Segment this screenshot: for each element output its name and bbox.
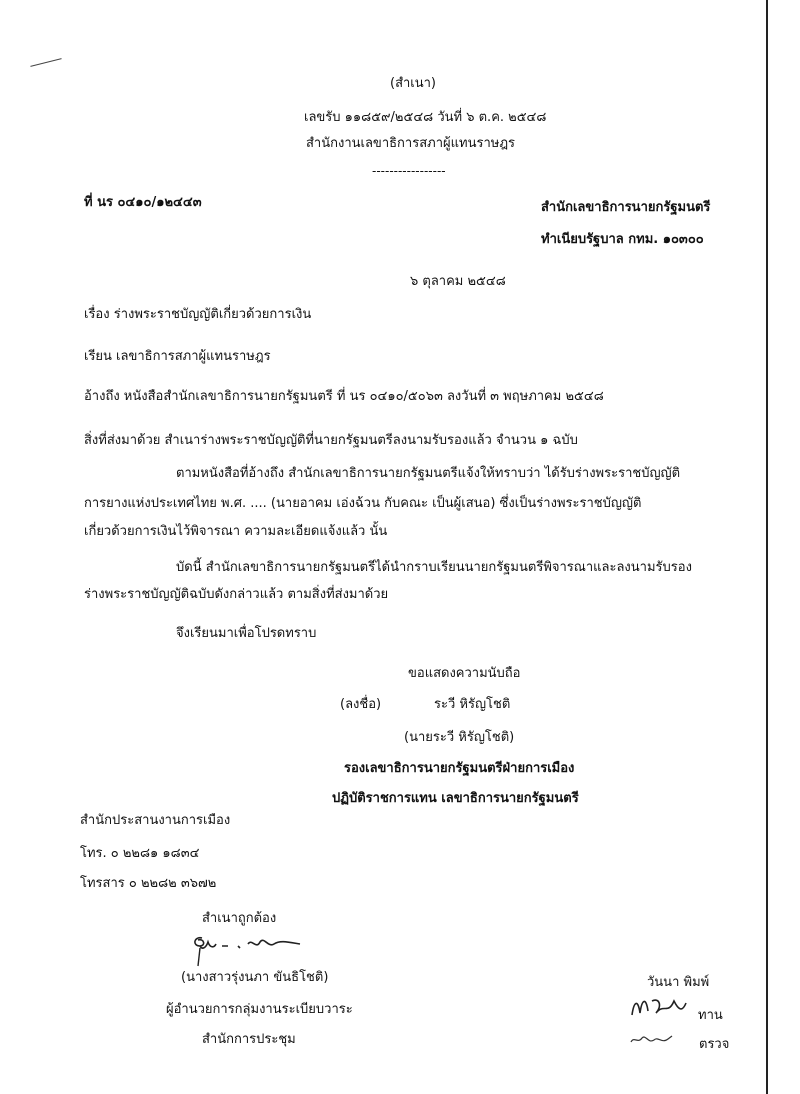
body-p2-line1: บัดนี้ สำนักเลขาธิการนายกรัฐมนตรีได้นำกราบเรียนนายกรัฐมนตรีพิจารณาและลงนามรับรอง: [176, 560, 692, 575]
certifier-title: ผู้อำนวยการกลุ่มงานระเบียบวาระ: [166, 1002, 353, 1017]
body-p1-line2: การยางแห่งประเทศไทย พ.ศ. .... (นายอาคม เอ่งฉ้วน กับคณะ เป็นผู้เสนอ) ซึ่งเป็นร่างพระราชบัญญัติ: [84, 496, 642, 511]
sender-office: สำนักเลขาธิการนายกรัฐมนตรี: [541, 200, 711, 215]
certifier-name: (นางสาวรุ่งนภา ขันธิโชติ): [181, 970, 329, 985]
subject-line: เรื่อง ร่างพระราชบัญญัติเกี่ยวด้วยการเงิน: [84, 307, 312, 322]
typist-note: วันนา พิมพ์: [647, 975, 710, 990]
typed-label: ทาน: [698, 1008, 723, 1023]
recipient-line: เรียน เลขาธิการสภาผู้แทนราษฎร: [84, 349, 271, 364]
signed-name: ระวี หิรัญโชติ: [434, 697, 511, 712]
reference-line: อ้างถึง หนังสือสำนักเลขาธิการนายกรัฐมนตรี ที่ นร ๐๔๑๐/๕๐๖๓ ลงวันที่ ๓ พฤษภาคม ๒๕๔๘: [84, 389, 604, 404]
typist-initials: [628, 993, 694, 1021]
sender-address: ทำเนียบรัฐบาล กทม. ๑๐๓๐๐: [541, 232, 704, 247]
printed-name: (นายระวี หิรัญโชติ): [404, 730, 515, 745]
enclosure-line: สิ่งที่ส่งมาด้วย สำเนาร่างพระราชบัญญัติที่นายกรัฐมนตรีลงนามรับรองแล้ว จำนวน ๑ ฉบับ: [84, 433, 578, 448]
signer-title-line1: รองเลขาธิการนายกรัฐมนตรีฝ่ายการเมือง: [344, 761, 575, 776]
ref-number: ที่ นร ๐๔๑๐/๑๒๔๔๓: [84, 195, 202, 210]
contact-unit: สำนักประสานงานการเมือง: [80, 813, 231, 828]
body-p2-line2: ร่างพระราชบัญญัติฉบับดังกล่าวแล้ว ตามสิ่งที่ส่งมาด้วย: [84, 587, 389, 602]
scan-edge-line: [766, 0, 768, 1094]
header-divider: -----------------: [372, 164, 446, 178]
letter-date: ๖ ตุลาคม ๒๕๔๘: [410, 274, 506, 289]
regards: ขอแสดงความนับถือ: [408, 666, 521, 681]
signer-title-line2: ปฏิบัติราชการแทน เลขาธิการนายกรัฐมนตรี: [332, 791, 579, 806]
body-p1-line3: เกี่ยวด้วยการเงินไว้พิจารณา ความละเอียดแจ้งแล้ว นั้น: [84, 524, 388, 539]
certified-copy: สำเนาถูกต้อง: [202, 911, 277, 926]
signed-label: (ลงชื่อ): [340, 697, 382, 712]
closing-request: จึงเรียนมาเพื่อโปรดทราบ: [176, 626, 317, 641]
certifier-signature: [188, 926, 328, 970]
receipt-line: เลขรับ ๑๑๘๕๙/๒๕๔๘ วันที่ ๖ ต.ค. ๒๕๔๘: [304, 110, 547, 125]
checker-initials: [628, 1030, 676, 1048]
contact-phone: โทร. ๐ ๒๒๘๑ ๑๘๓๔: [80, 846, 200, 861]
contact-fax: โทรสาร ๐ ๒๒๘๒ ๓๖๗๒: [80, 876, 217, 891]
receiving-office: สำนักงานเลขาธิการสภาผู้แทนราษฎร: [306, 136, 516, 151]
scan-artifact: [30, 58, 61, 67]
copy-label: (สำเนา): [390, 76, 437, 91]
checked-label: ตรวจ: [699, 1037, 730, 1052]
certifier-office: สำนักการประชุม: [202, 1032, 296, 1047]
body-p1-line1: ตามหนังสือที่อ้างถึง สำนักเลขาธิการนายกรัฐมนตรีแจ้งให้ทราบว่า ได้รับร่างพระราชบัญญัติ: [176, 466, 681, 481]
